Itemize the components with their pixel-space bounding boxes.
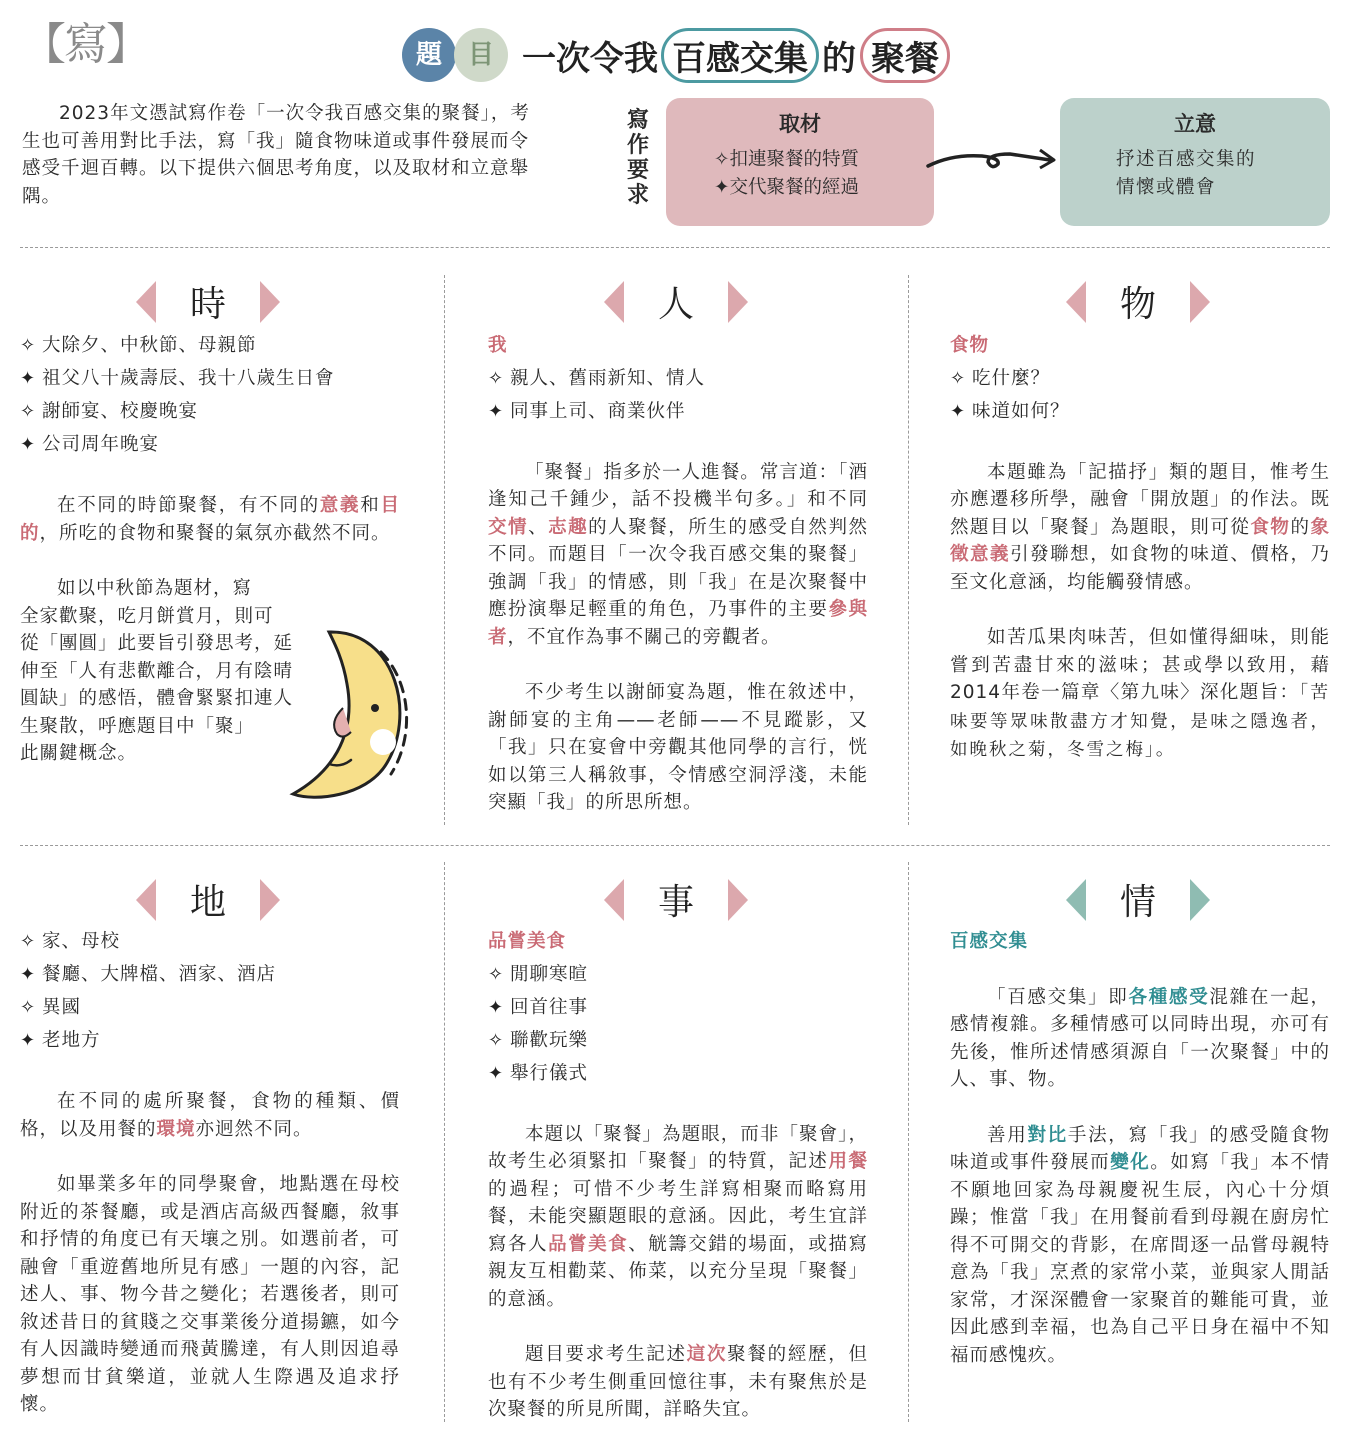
paragraph: 善用對比手法，寫「我」的感受隨食物味道或事件發展而變化。如寫「我」本不情不願地回家為母親慶祝生辰，內心十分煩躁；惟當「我」在用餐前看到母親在廚房忙得不可開交的背影，在席間逐一品嘗母親特意為「我」烹煮的家常小菜，並與家人閒話家常，才深深體會一家聚首的難能可貴，並因此感到幸福，也為自己平日身在福中不知福而感愧疚。 bbox=[950, 1124, 1330, 1366]
divider bbox=[908, 862, 909, 1422]
cross-star-icon: ✦ bbox=[20, 368, 37, 389]
chevron-left-icon bbox=[604, 879, 624, 921]
cross-star-icon: ✦ bbox=[20, 964, 37, 985]
section-feeling bbox=[950, 928, 1330, 1369]
list-item: ✧ 異國 bbox=[20, 994, 400, 1022]
requirements-label: 寫作要求 bbox=[626, 107, 649, 208]
compass-star-icon: ✧ bbox=[950, 367, 967, 389]
title-badge-2: 目 bbox=[454, 28, 508, 82]
chevron-left-icon bbox=[1066, 879, 1086, 921]
paragraph-moon-example: 如以中秋節為題材，寫 全家歡聚，吃月餅賞月，則可 從「團圓」此要旨引發思考，延 伸至「人有悲歡離合，月有陰晴 圓缺」的感悟，體會緊緊扣連人 生聚散，呼應題目中「聚」 此關鍵概念。 bbox=[20, 578, 294, 764]
box-line: 情懷或體會 bbox=[1116, 177, 1217, 198]
section-heading-feeling: 情 bbox=[1066, 874, 1210, 925]
compass-star-icon: ✧ bbox=[714, 149, 730, 170]
requirement-box-material bbox=[666, 98, 934, 226]
cross-star-icon: ✦ bbox=[950, 400, 967, 422]
chevron-left-icon bbox=[136, 281, 156, 323]
compass-star-icon: ✧ bbox=[20, 401, 37, 422]
cross-star-icon: ✦ bbox=[714, 177, 730, 198]
title-mid: 的 bbox=[822, 39, 856, 79]
divider bbox=[20, 247, 1330, 248]
paragraph: 題目要求考生記述這次聚餐的經歷，但也有不少考生側重回憶往事，未有聚焦於是次聚餐的所見所聞，詳略失宜。 bbox=[488, 1344, 868, 1420]
box-item: ✦交代聚餐的經過 bbox=[714, 177, 860, 198]
paragraph: 如畢業多年的同學聚會，地點選在母校附近的茶餐廳，或是酒店高級西餐廳，敘事和抒情的角度已有天壤之別。如選前者，可融會「重遊舊地所見有感」一題的內容，記述人、事、物今昔之變化；若選後者，則可敘述昔日的貧賤之交事業後分道揚鑣，如今有人因識時變通而飛黃騰達，有人則因追尋夢想而甘貧樂道，並就人生際遇及追求抒懷。 bbox=[20, 1174, 400, 1415]
section-subtitle: 百感交集 bbox=[950, 931, 1029, 952]
divider bbox=[908, 275, 909, 825]
section-event bbox=[488, 928, 868, 1424]
cross-star-icon: ✦ bbox=[488, 1062, 505, 1084]
list-item: ✧ 吃什麼？ bbox=[950, 365, 1330, 393]
compass-star-icon: ✧ bbox=[488, 367, 505, 389]
list-item: ✦ 餐廳、大牌檔、酒家、酒店 bbox=[20, 961, 400, 989]
divider bbox=[444, 275, 445, 825]
title-ring-2: 聚餐 bbox=[860, 28, 950, 83]
section-subtitle: 食物 bbox=[950, 335, 990, 356]
chevron-right-icon bbox=[728, 281, 748, 323]
list-item: ✧ 聯歡玩樂 bbox=[488, 1027, 868, 1055]
compass-star-icon: ✧ bbox=[20, 335, 37, 356]
arrow-icon bbox=[922, 140, 1062, 180]
paragraph: 如苦瓜果肉味苦，但如懂得細味，則能嘗到苦盡甘來的滋味；甚或學以致用，藉2014年卷一篇章〈第九味〉深化題旨：「苦味要等眾味散盡方才知覺，是味之隱逸者，如晚秋之菊，冬雪之梅」。 bbox=[950, 627, 1331, 760]
intro-paragraph: 2023年文憑試寫作卷「一次令我百感交集的聚餐」，考生也可善用對比手法，寫「我」隨食物味道或事件發展而令感受千迴百轉。以下提供六個思考角度，以及取材和立意舉隅。 bbox=[22, 103, 530, 207]
chevron-right-icon bbox=[1190, 281, 1210, 323]
chevron-right-icon bbox=[260, 879, 280, 921]
list-item: ✧ 大除夕、中秋節、母親節 bbox=[20, 332, 400, 360]
box-title: 立意 bbox=[1174, 111, 1216, 136]
divider bbox=[20, 845, 1330, 846]
paragraph: 不少考生以謝師宴為題，惟在敘述中，謝師宴的主角——老師——不見蹤影，又「我」只在宴會中旁觀其他同學的言行，恍如以第三人稱敘事，令情感空洞浮淺，未能突顯「我」的所思所想。 bbox=[488, 682, 868, 813]
list-item: ✦ 回首往事 bbox=[488, 994, 868, 1022]
paragraph: 本題雖為「記描抒」類的題目，惟考生亦應遷移所學，融會「開放題」的作法。既然題目以「聚餐」為題眼，則可從食物的象徵意義引發聯想，如食物的味道、價格，乃至文化意涵，均能觸發情感。 bbox=[950, 461, 1330, 593]
list-item: ✧ 閒聊寒暄 bbox=[488, 961, 868, 989]
page-title bbox=[522, 28, 950, 83]
paragraph: 「百感交集」即各種感受混雜在一起，感情複雜。多種情感可以同時出現，亦可有先後，惟所述情感須源自「一次聚餐」中的人、事、物。 bbox=[950, 986, 1330, 1090]
section-heading-place: 地 bbox=[136, 874, 280, 925]
title-badge-1: 題 bbox=[402, 28, 456, 82]
section-subtitle: 品嘗美食 bbox=[488, 931, 567, 952]
title-pre: 一次令我 bbox=[522, 39, 658, 79]
chevron-right-icon bbox=[1190, 879, 1210, 921]
section-subtitle: 我 bbox=[488, 335, 508, 356]
section-heading-event: 事 bbox=[604, 874, 748, 925]
section-tag: 【寫】 bbox=[22, 19, 148, 70]
cross-star-icon: ✦ bbox=[20, 1030, 37, 1051]
chevron-left-icon bbox=[604, 281, 624, 323]
section-heading-people: 人 bbox=[604, 276, 748, 327]
cross-star-icon: ✦ bbox=[488, 400, 505, 422]
section-place bbox=[20, 928, 400, 1419]
list-item: ✧ 家、母校 bbox=[20, 928, 400, 956]
compass-star-icon: ✧ bbox=[488, 1029, 505, 1051]
list-item: ✦ 祖父八十歲壽辰、我十八歲生日會 bbox=[20, 365, 400, 393]
paragraph: 「聚餐」指多於一人進餐。常言道：「酒逢知己千鍾少，話不投機半句多。」和不同交情、志趣的人聚餐，所生的感受自然判然不同。而題目「一次令我百感交集的聚餐」強調「我」的情感，則「我」在是次聚餐中應扮演舉足輕重的角色，乃事件的主要參與者，不宜作為事不關己的旁觀者。 bbox=[488, 461, 868, 648]
list-item: ✦ 味道如何？ bbox=[950, 398, 1330, 426]
box-item: ✧扣連聚餐的特質 bbox=[714, 149, 860, 170]
list-item: ✧ 親人、舊雨新知、情人 bbox=[488, 365, 868, 393]
compass-star-icon: ✧ bbox=[20, 931, 37, 952]
list-item: ✧ 謝師宴、校慶晚宴 bbox=[20, 398, 400, 426]
list-item: ✦ 舉行儀式 bbox=[488, 1060, 868, 1088]
box-title: 取材 bbox=[779, 111, 821, 136]
list-item: ✦ 公司周年晚宴 bbox=[20, 431, 400, 459]
cross-star-icon: ✦ bbox=[20, 434, 37, 455]
list-item: ✦ 同事上司、商業伙伴 bbox=[488, 398, 868, 426]
paragraph: 在不同的處所聚餐，食物的種類、價格，以及用餐的環境亦迥然不同。 bbox=[20, 1091, 400, 1140]
list-item: ✦ 老地方 bbox=[20, 1027, 400, 1055]
requirement-box-theme bbox=[1060, 98, 1330, 226]
paragraph: 本題以「聚餐」為題眼，而非「聚會」，故考生必須緊扣「聚餐」的特質，記述用餐的過程；可惜不少考生詳寫相聚而略寫用餐，未能突顯題眼的意涵。因此，考生宜詳寫各人品嘗美食、觥籌交錯的場面，或描寫親友互相勸菜、佈菜，以充分呈現「聚餐」的意涵。 bbox=[488, 1123, 868, 1310]
chevron-right-icon bbox=[260, 281, 280, 323]
box-line: 抒述百感交集的 bbox=[1116, 149, 1257, 170]
section-heading-time: 時 bbox=[136, 276, 280, 327]
chevron-right-icon bbox=[728, 879, 748, 921]
paragraph: 在不同的時節聚餐，有不同的意義和目的，所吃的食物和聚餐的氣氛亦截然不同。 bbox=[20, 495, 400, 544]
quote: 「苦味要等眾味散盡方才知覺，是味之隱逸者，如晚秋之菊，冬雪之梅」 bbox=[950, 683, 1331, 760]
section-heading-things: 物 bbox=[1066, 276, 1210, 327]
divider bbox=[444, 862, 445, 1422]
chevron-left-icon bbox=[1066, 281, 1086, 323]
cross-star-icon: ✦ bbox=[488, 996, 505, 1018]
moon-illustration bbox=[285, 624, 425, 806]
compass-star-icon: ✧ bbox=[488, 963, 505, 985]
section-things bbox=[950, 332, 1330, 765]
chevron-left-icon bbox=[136, 879, 156, 921]
compass-star-icon: ✧ bbox=[20, 997, 37, 1018]
section-people bbox=[488, 332, 868, 817]
title-ring-1: 百感交集 bbox=[661, 28, 819, 83]
